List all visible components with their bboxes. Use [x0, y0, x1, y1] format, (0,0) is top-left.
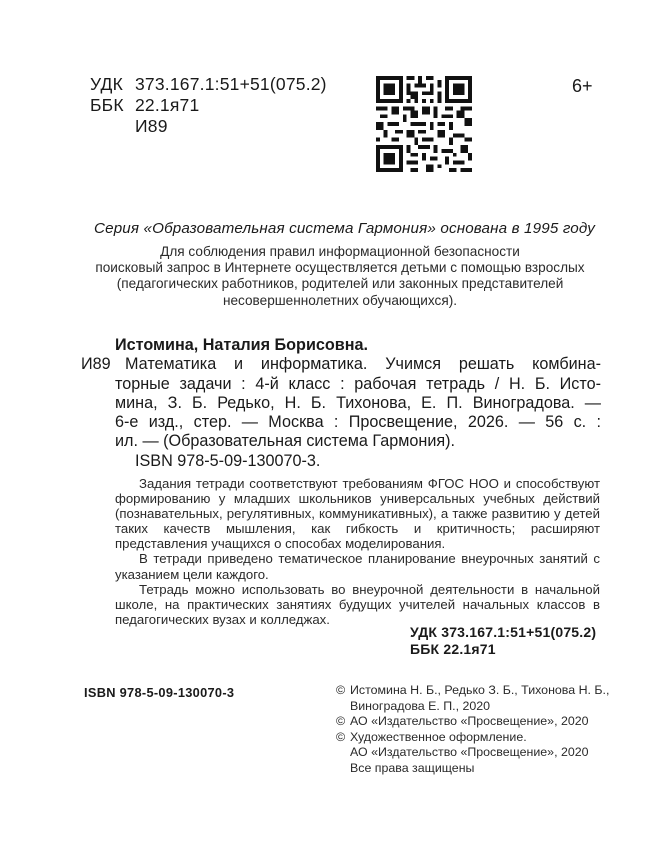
entry-line: торные задачи : 4-й класс : рабочая тетрадь / Н. Б. Исто- — [115, 374, 601, 393]
entry-line: ил. — (Образовательная система Гармония). — [115, 432, 456, 451]
safety-note-line: несовершеннолетних обучающихся). — [222, 292, 457, 308]
safety-note-line: поисковый запрос в Интернете осуществляется детьми с помощью взрослых — [95, 260, 585, 276]
isbn-footer: ISBN 978-5-09-130070-3 — [84, 685, 235, 700]
footer-bbk: ББК 22.1я71 — [410, 641, 496, 657]
copyright-design: Художественное оформление. — [350, 729, 527, 744]
author-sign: И89 — [135, 116, 168, 136]
qr-code-icon — [376, 76, 472, 172]
entry-line: мина, З. Б. Редько, Н. Б. Тихонова, Е. П. Виноградова. — — [115, 393, 601, 412]
age-rating: 6+ — [572, 76, 593, 96]
annotation-paragraph: В тетради приведено тематическое планирование внеурочных занятий с указанием цели каждого. — [115, 551, 600, 582]
copyright-authors-cont: Виноградова Е. П., 2020 — [350, 698, 491, 713]
classification-codes — [90, 74, 327, 137]
bbk-label: ББК — [90, 95, 124, 115]
annotation-paragraph: Задания тетради соответствуют требованиям ФГОС НОО и способствуют формированию у младших школьников универсальных учебных действий (познавательных, регулятивных, коммуникативных), а также развитию у детей таких качеств мышления, как гибкость и критичность; расширяют представления учащихся о способах моделирования. — [115, 476, 600, 552]
entry-author: Истомина, Наталия Борисовна. — [115, 336, 369, 354]
footer-codes — [410, 624, 596, 658]
rights-reserved: Все права защищены — [350, 760, 475, 775]
safety-note-line: (педагогических работников, родителей или законных представителей — [116, 276, 564, 292]
footer-udk: УДК 373.167.1:51+51(075.2) — [410, 624, 597, 640]
entry-call-sign: И89 — [81, 355, 111, 374]
bbk-value: 22.1я71 — [135, 95, 200, 115]
copyright-block — [336, 683, 609, 777]
copyright-publisher: АО «Издательство «Просвещение», 2020 — [350, 714, 589, 729]
safety-note-line: Для соблюдения правил информационной безопасности — [160, 244, 520, 259]
annotation-paragraph: Тетрадь можно использовать во внеурочной деятельности в начальной школе, на практических занятиях будущих учителей начальных классов в педагогических вузах и колледжах. — [115, 581, 600, 627]
entry-line: Математика и информатика. Учимся решать комбина- — [125, 355, 601, 374]
udk-label: УДК — [90, 74, 123, 94]
safety-note — [85, 244, 595, 309]
catalog-entry — [81, 336, 601, 471]
copyright-icon: © — [336, 714, 346, 729]
copyright-design-cont: АО «Издательство «Просвещение», 2020 — [350, 745, 589, 760]
series-note: Серия «Образовательная система Гармония» основана в 1995 году — [93, 220, 595, 237]
entry-line: 6-е изд., стер. — Москва : Просвещение, 2026. — 56 с. : — [115, 413, 601, 432]
copyright-icon: © — [336, 729, 346, 744]
annotation — [115, 476, 600, 627]
copyright-authors: Истомина Н. Б., Редько З. Б., Тихонова Н. Б., — [350, 683, 610, 697]
entry-isbn: ISBN 978-5-09-130070-3. — [135, 451, 321, 470]
udk-value: 373.167.1:51+51(075.2) — [135, 74, 327, 94]
copyright-icon: © — [336, 683, 346, 697]
